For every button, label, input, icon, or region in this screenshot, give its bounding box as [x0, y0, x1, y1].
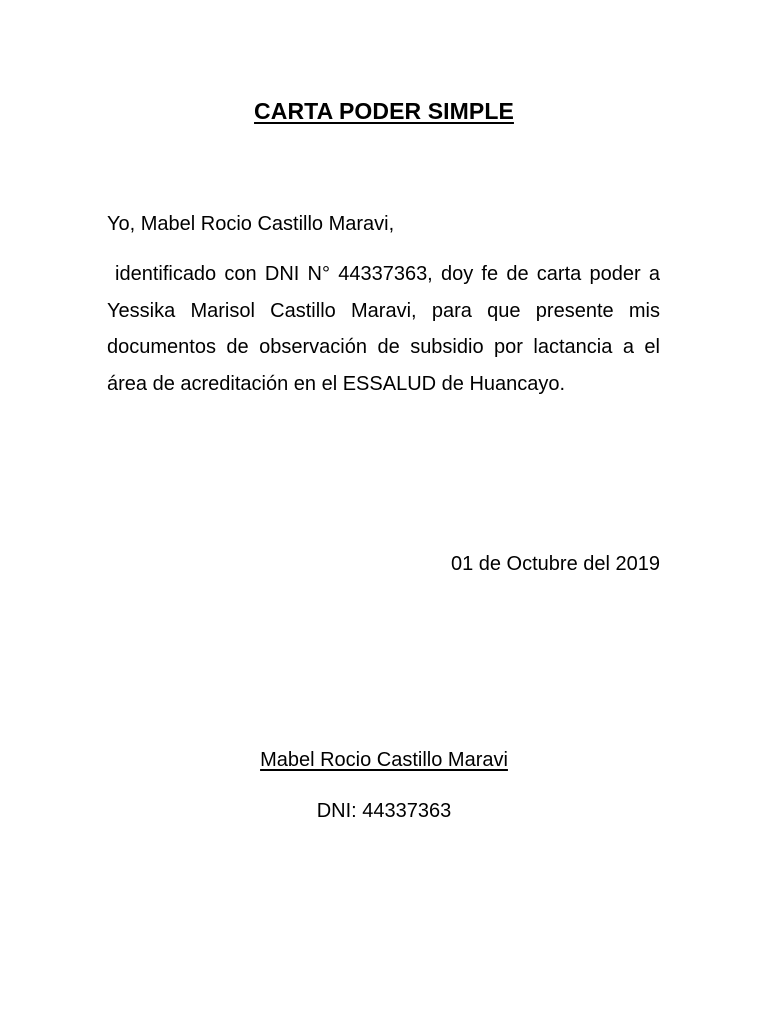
document-title: CARTA PODER SIMPLE — [254, 98, 514, 124]
document-date: 01 de Octubre del 2019 — [450, 553, 660, 575]
greeting-line: Yo, Mabel Rocio Castillo Maravi, — [107, 213, 395, 235]
signature-name: Mabel Rocio Castillo Maravi — [260, 749, 508, 771]
body-paragraph: identificado con DNI N° 44337363, doy fe de carta poder a Yessika Marisol Castillo Maravi, para que presente mis documentos de observación de subsidio por lactancia a el área de acreditación en el ESSALUD de Huancayo. — [107, 263, 660, 395]
signature-dni: DNI: 44337363 — [316, 800, 452, 822]
